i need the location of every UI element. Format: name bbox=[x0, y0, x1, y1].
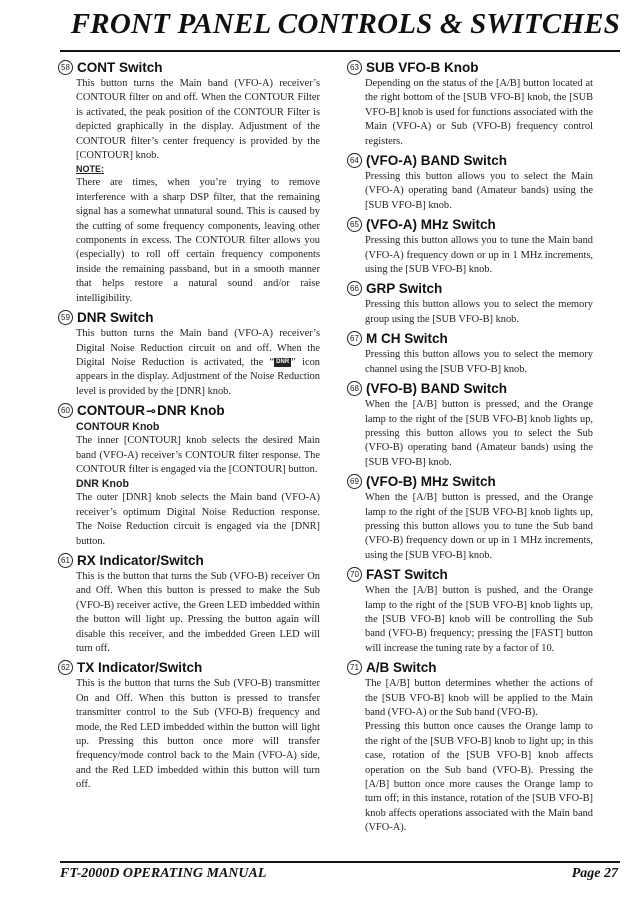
subhead: CONTOUR Knob bbox=[76, 421, 160, 434]
item-number-badge: 60 bbox=[58, 403, 73, 418]
entry-title: RX Indicator/Switch bbox=[77, 552, 204, 568]
page-title: FRONT PANEL CONTROLS & SWITCHES bbox=[70, 8, 620, 40]
entry-sub-vfo-b-knob bbox=[347, 60, 593, 149]
entry-title: FAST Switch bbox=[366, 567, 448, 583]
entry-title: TX Indicator/Switch bbox=[77, 660, 203, 676]
entry-ab-switch bbox=[347, 660, 593, 835]
header-rule bbox=[60, 50, 620, 52]
entry-title: CONT Switch bbox=[77, 60, 163, 75]
item-number-badge: 71 bbox=[347, 660, 362, 675]
entry-body: Pressing this button allows you to select the memory channel using the [SUB VFO-B] knob. bbox=[365, 349, 593, 375]
entry-body: This is the button that turns the Sub (VFO-B) receiver On and Off. When this button is pressed to make the Sub (VFO-B) receiver active, the Green LED imbedded within the button will light up. Pressing the button again will disable this receiver, and the imbedded Green LED will turn off. bbox=[76, 570, 320, 654]
entry-body: This is the button that turns the Sub (VFO-B) transmitter On and Off. When this button is pressed to transfer transmitter control to the Sub (VFO-B) frequency and mode, the Red LED imbedded within the button will light up. Pressing this button once more will transfer frequency/mode control back to the Main (VFO-A) side, and the Red LED imbedded within this button will turn off. bbox=[76, 678, 320, 791]
item-number-badge: 69 bbox=[347, 474, 362, 489]
entry-rx-indicator bbox=[58, 553, 320, 656]
entry-vfo-b-band-switch bbox=[347, 381, 593, 470]
right-column bbox=[347, 60, 593, 840]
item-number-badge: 70 bbox=[347, 567, 362, 582]
entry-vfo-a-band-switch bbox=[347, 153, 593, 213]
entry-title: (VFO-A) MHz Switch bbox=[366, 217, 496, 233]
entry-body: The [A/B] button determines whether the actions of the [SUB VFO-B] knob will be applied to the Main band (VFO-A) or the Sub band (VFO-B). bbox=[365, 678, 593, 718]
entry-body: The inner [CONTOUR] knob selects the desired Main band (VFO-A) receiver’s CONTOUR filter response. The CONTOUR filter is engaged via the [CONTOUR] button. bbox=[76, 435, 320, 475]
entry-body: Pressing this button allows you to tune the Main band (VFO-A) frequency down or up in 1 MHz increments, using the [SUB VFO-B] knob. bbox=[365, 235, 593, 276]
entry-grp-switch bbox=[347, 281, 593, 327]
entry-vfo-a-mhz-switch bbox=[347, 217, 593, 277]
entry-body: Pressing this button allows you to select the Main (VFO-A) operating band (Amateur bands) using the [SUB VFO-B] knob. bbox=[365, 171, 593, 211]
entry-body: When the [A/B] button is pushed, and the Orange lamp to the right of the [SUB VFO-B] knob lights up, the [SUB VFO-B] knob will be controlling the Sub band (VFO-B) frequency; pressing the [FAST] button will increase the tuning rate by a factor of 10. bbox=[365, 585, 593, 654]
item-number-badge: 59 bbox=[58, 310, 73, 325]
item-number-badge: 67 bbox=[347, 331, 362, 346]
dnr-display-icon: DNR bbox=[276, 359, 290, 366]
entry-title: (VFO-B) BAND Switch bbox=[366, 381, 507, 397]
entry-body: When the [A/B] button is pressed, and the Orange lamp to the right of the [SUB VFO-B] knob lights up, pressing this button allows you to select the Sub (VFO-B) operating band (Amateur bands) using the [SUB VFO-B] knob. bbox=[365, 399, 593, 468]
entry-body: Pressing this button once causes the Orange lamp to the right of the [SUB VFO-B] knob to light up; in this case, rotation of the [SUB VFO-B] knob affects operation on the Sub band (VFO-B). Pressing the [A/B] button once more causes the Orange lamp to turn off; in this instance, rotation of the [SUB VFO-B] knob affects operations associated with the Main band (VFO-A). bbox=[365, 721, 593, 834]
entry-vfo-b-mhz-switch bbox=[347, 474, 593, 563]
entry-body: Depending on the status of the [A/B] button located at the right bottom of the [SUB VFO-B] knob, the [SUB VFO-B] knob is used for functions associated with the Main (VFO-A) or Sub (VFO-B) frequency control registers. bbox=[365, 78, 593, 147]
entry-title: (VFO-B) MHz Switch bbox=[366, 474, 496, 490]
entry-contour-dnr-knob bbox=[58, 403, 320, 549]
entry-title bbox=[77, 403, 225, 418]
entry-title: M CH Switch bbox=[366, 331, 448, 347]
left-column bbox=[58, 60, 320, 797]
entry-title: (VFO-A) BAND Switch bbox=[366, 153, 507, 169]
entry-body: This button turns the Main band (VFO-A) receiver’s CONTOUR filter on and off. When the CONTOUR Filter is activated, the peak position of the CONTOUR Filter is depicted graphically in the display. Adjustment of the CONTOUR filter’s center frequency is provided by the [CONTOUR] knob. bbox=[76, 78, 320, 162]
entry-body bbox=[76, 327, 320, 399]
item-number-badge: 64 bbox=[347, 153, 362, 168]
item-number-badge: 61 bbox=[58, 553, 73, 568]
entry-dnr-switch bbox=[58, 310, 320, 399]
entry-body: Pressing this button allows you to select the memory group using the [SUB VFO-B] knob. bbox=[365, 299, 593, 325]
entry-tx-indicator bbox=[58, 660, 320, 792]
note-label: NOTE: bbox=[76, 164, 104, 175]
entry-title: A/B Switch bbox=[366, 660, 437, 676]
title-part: DNR Knob bbox=[157, 403, 225, 419]
note-body: There are times, when you’re trying to remove interference with a sharp DSP filter, that the remaining signal has a somewhat unnatural sound. This is caused by the cutting of some frequency components, leaving other components in excess. The CONTOUR filter allows you (especially) to roll off certain frequency components inside the remaining passband, but in a smooth manner that helps restore a natural sound and/or raise intelligibility. bbox=[76, 177, 320, 304]
entry-m-ch-switch bbox=[347, 331, 593, 377]
entry-cont-switch bbox=[58, 60, 320, 306]
entry-body: The outer [DNR] knob selects the Main band (VFO-A) receiver’s optimum Digital Noise Reduction response. The Noise Reduction circuit is engaged via the [DNR] button. bbox=[76, 492, 320, 547]
concentric-knob-icon: ⊸ bbox=[146, 404, 157, 419]
item-number-badge: 66 bbox=[347, 281, 362, 296]
title-part: CONTOUR bbox=[77, 403, 146, 419]
body-text: ” icon appears in the display. Adjustment of the Noise Reduction level is provided by the [DNR] knob. bbox=[76, 356, 320, 397]
entry-body: When the [A/B] button is pressed, and the Orange lamp to the right of the [SUB VFO-B] knob lights up, pressing this button allows you to tune the Sub band (VFO-B) frequency down or up in 1 MHz increments, using the [SUB VFO-B] knob. bbox=[365, 492, 593, 561]
body-text: This button turns the Main band (VFO-A) receiver’s Digital Noise Reduction circuit on and off. When the Digital Noise Reduction is activated, the “ bbox=[76, 328, 320, 368]
item-number-badge: 58 bbox=[58, 60, 73, 75]
entry-title: DNR Switch bbox=[77, 310, 154, 326]
subhead: DNR Knob bbox=[76, 478, 129, 491]
footer-rule bbox=[60, 861, 620, 863]
item-number-badge: 65 bbox=[347, 217, 362, 232]
item-number-badge: 68 bbox=[347, 381, 362, 396]
page-number: Page 27 bbox=[571, 866, 618, 881]
entry-title: GRP Switch bbox=[366, 281, 443, 297]
manual-title: FT-2000D OPERATING MANUAL bbox=[60, 866, 267, 881]
entry-title: SUB VFO-B Knob bbox=[366, 60, 479, 75]
item-number-badge: 63 bbox=[347, 60, 362, 75]
item-number-badge: 62 bbox=[58, 660, 73, 675]
entry-fast-switch bbox=[347, 567, 593, 656]
